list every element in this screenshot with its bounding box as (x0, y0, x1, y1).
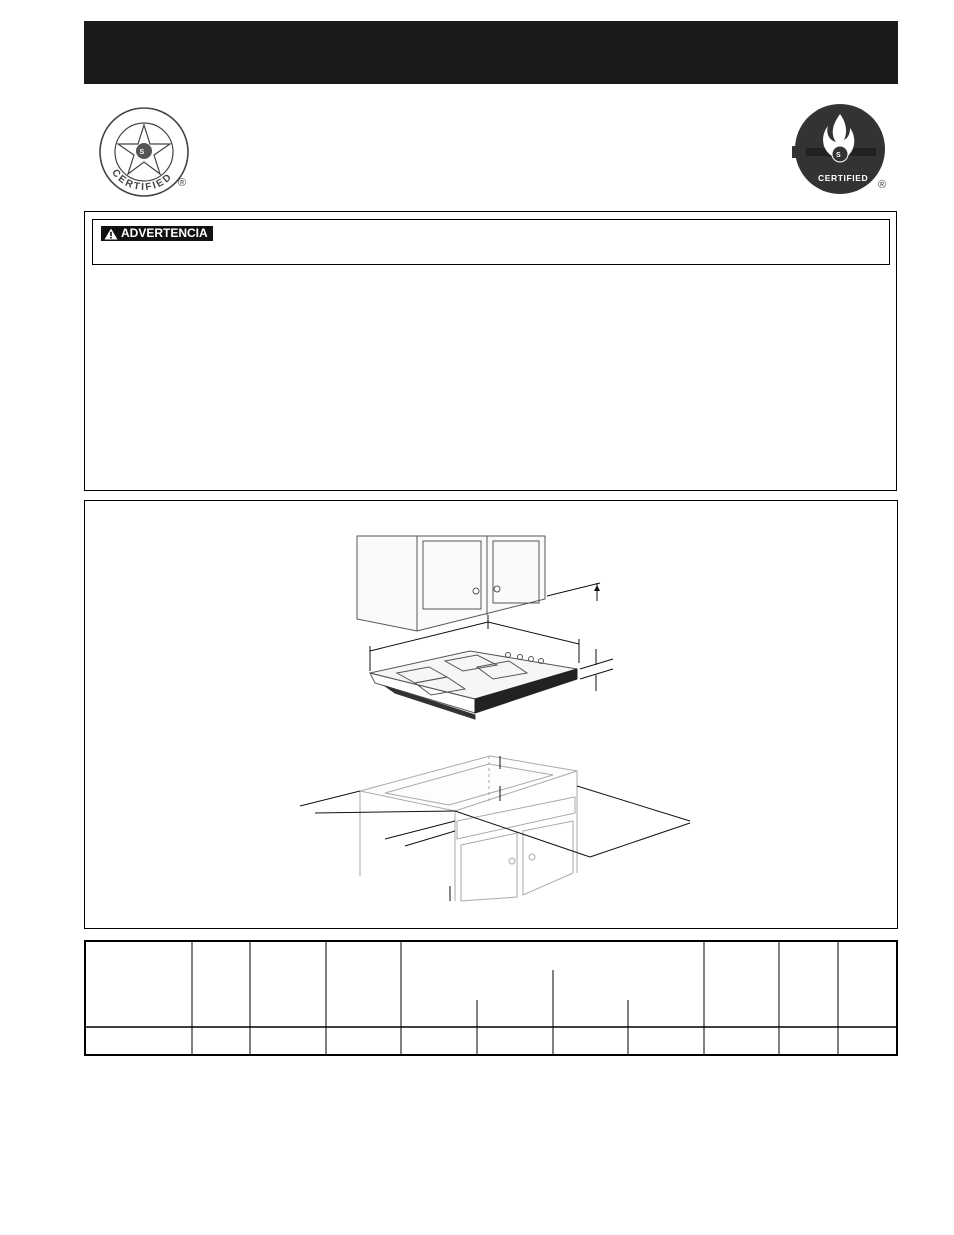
warning-badge-label: ADVERTENCIA (121, 226, 208, 240)
warning-badge (101, 226, 213, 241)
seal-top-text (94, 107, 150, 110)
warning-header-box (92, 219, 890, 265)
seal-bottom-text: CERTIFIED (109, 167, 176, 194)
dimension-table-grid (84, 940, 898, 1056)
svg-text:S: S (139, 149, 145, 156)
seal-certified-text: CERTIFIED (818, 173, 869, 183)
header-bar (84, 21, 898, 84)
registered-mark: ® (878, 179, 887, 191)
cooktop-cabinet-installation-diagram (85, 501, 899, 930)
warning-triangle-icon (104, 228, 118, 240)
certified-flame-seal-icon (792, 102, 892, 197)
installation-diagram (84, 500, 898, 929)
svg-text:S: S (836, 152, 841, 159)
certified-seal (792, 102, 892, 197)
warning-section (84, 211, 897, 491)
dimension-table (84, 940, 898, 1056)
registered-mark: ® (178, 177, 187, 189)
design-certified-seal (94, 107, 194, 197)
